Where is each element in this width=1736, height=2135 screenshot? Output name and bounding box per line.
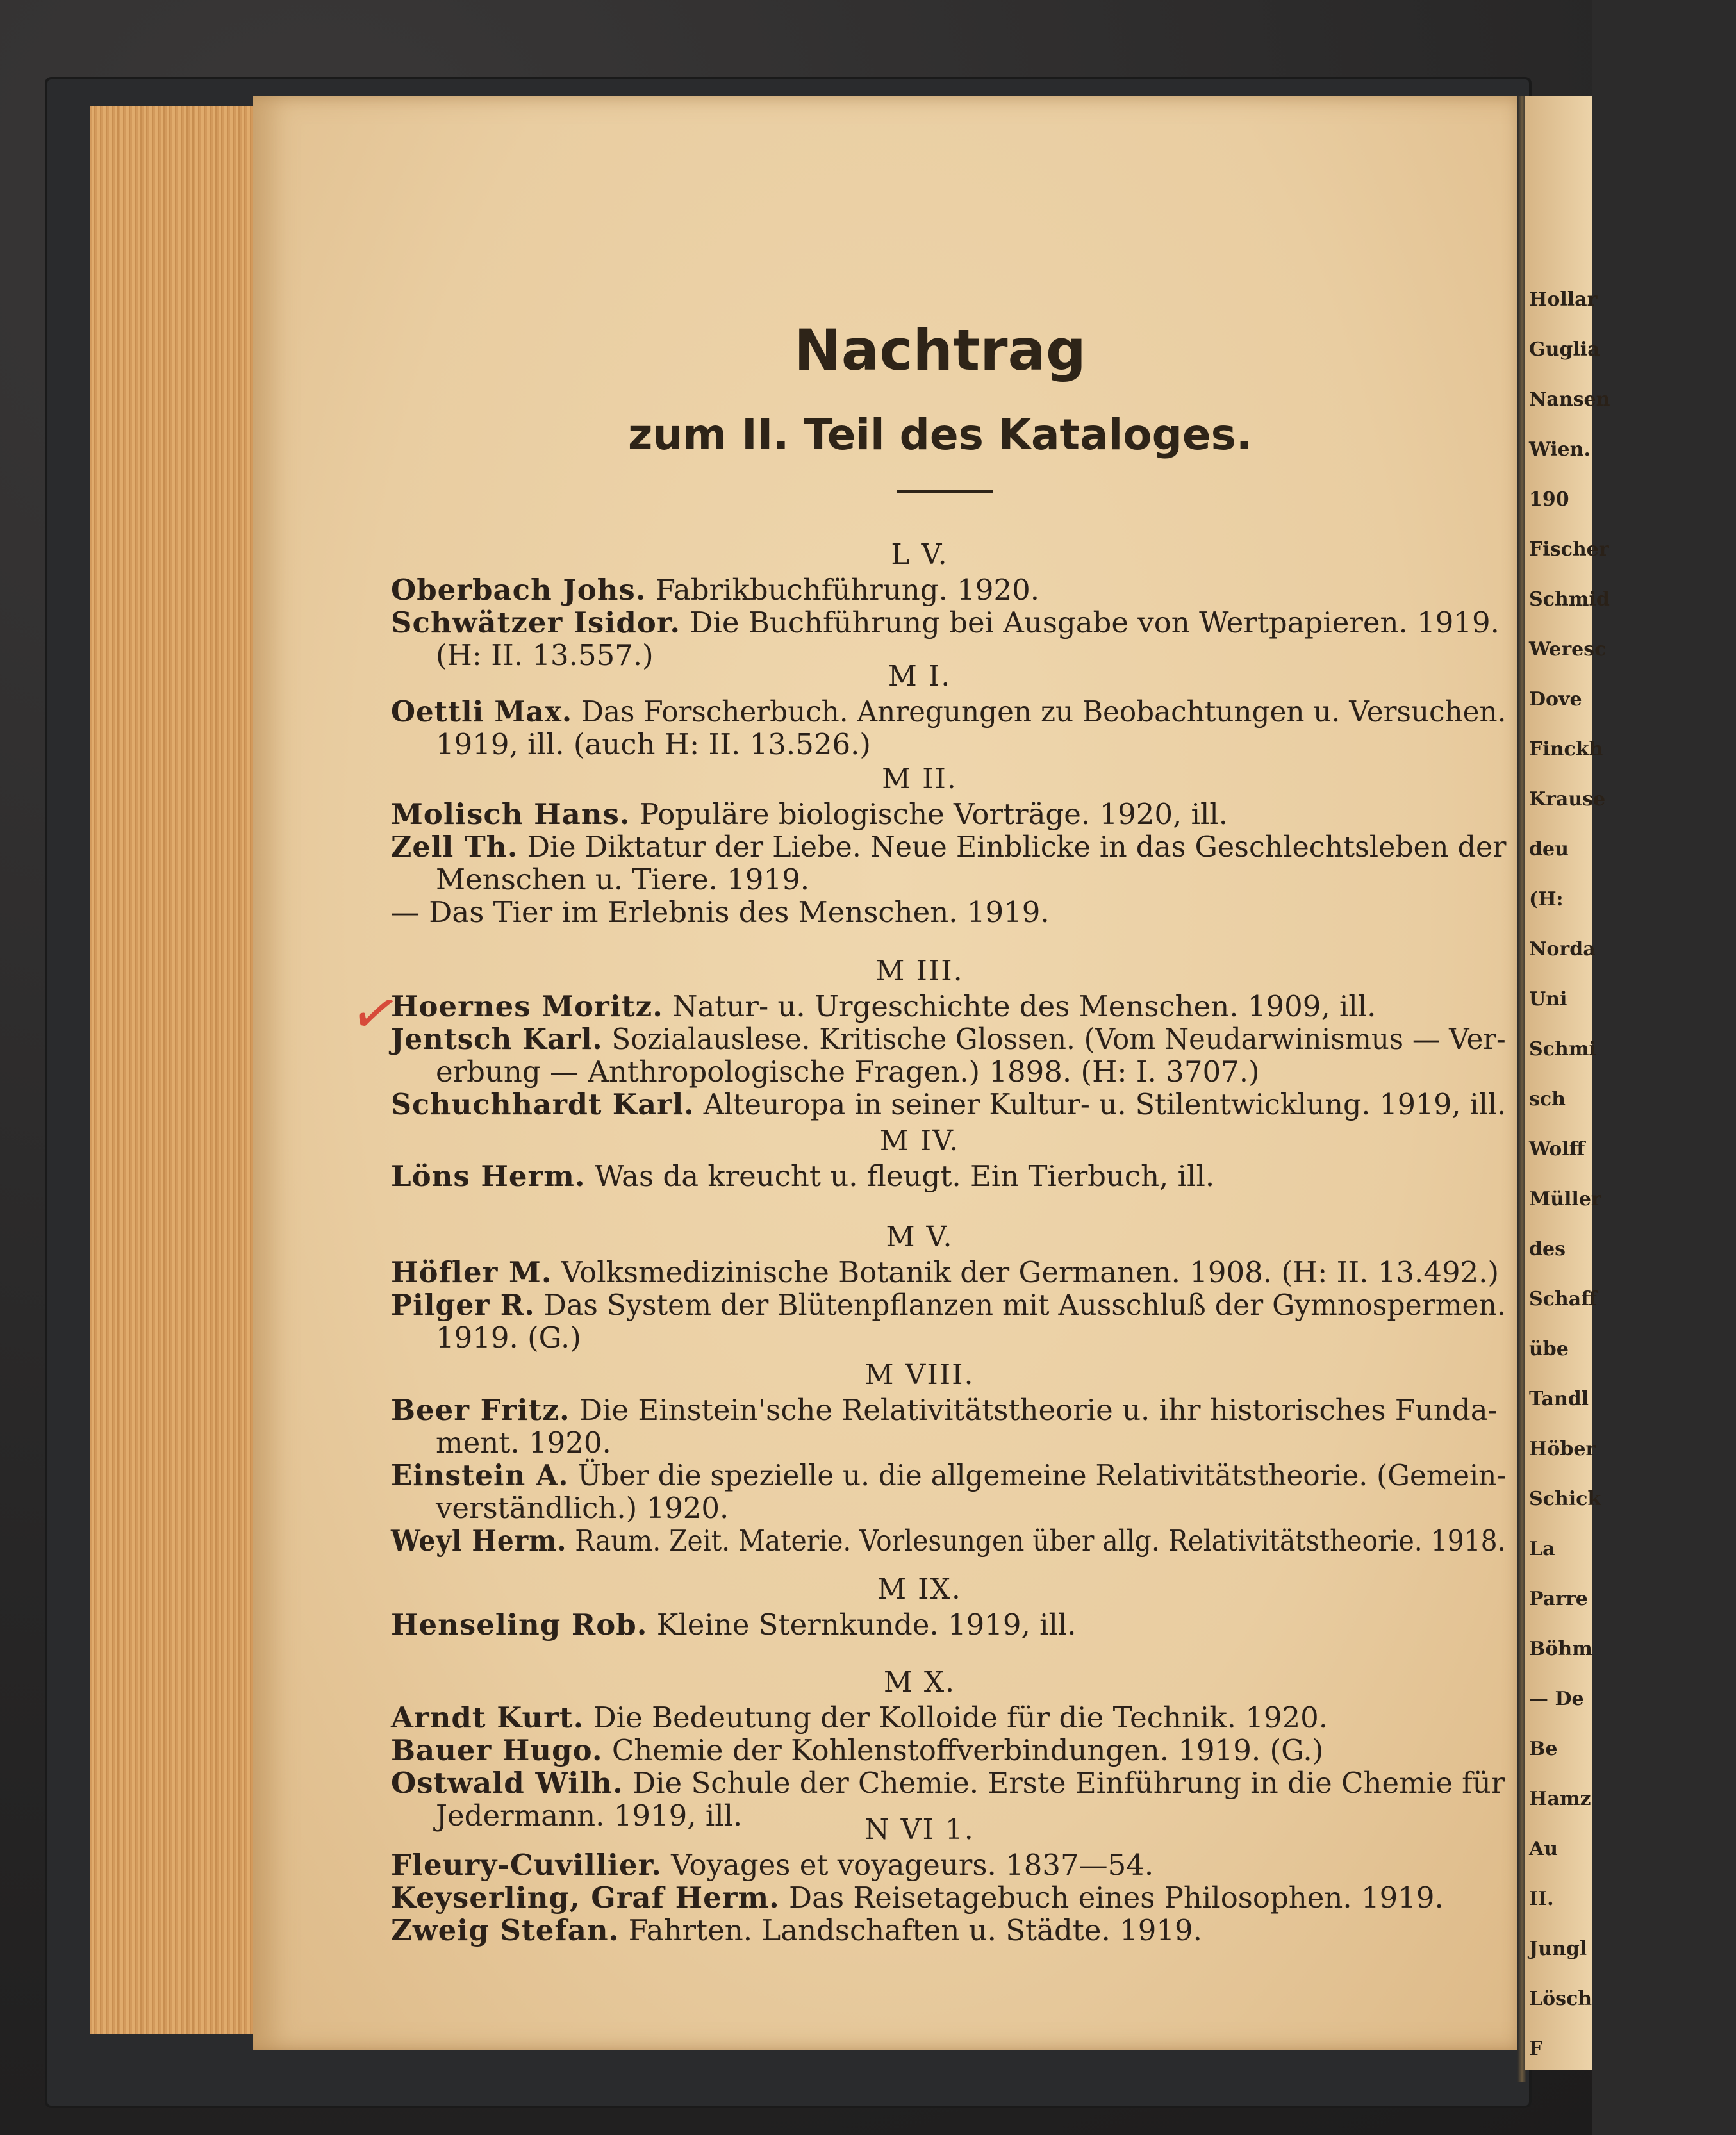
entry-text: Das Forscherbuch. Anregungen zu Beobachtungen u. Versuchen. <box>572 695 1507 729</box>
next-page-fragment: des <box>1529 1238 1566 1260</box>
entry-text: — Das Tier im Erlebnis des Menschen. 1919. <box>391 895 1050 929</box>
catalog-entry-line <box>436 1426 611 1460</box>
catalog-entry-line <box>436 1491 729 1525</box>
next-page-fragment: Müller <box>1529 1188 1601 1210</box>
next-page-fragment: F <box>1529 2038 1543 2060</box>
entry-author: Zell Th. <box>391 830 518 864</box>
catalog-entry-line <box>436 1321 581 1355</box>
entry-text: Volksmedizinische Botanik der Germanen. 1908. (H: II. 13.492.) <box>552 1255 1500 1289</box>
catalog-entry-line <box>391 573 1040 607</box>
next-page-fragment: Parre <box>1529 1588 1588 1610</box>
next-page-fragment: Nansen <box>1529 388 1610 411</box>
next-page-fragment: Tandl <box>1529 1388 1589 1410</box>
entry-text: Über die spezielle u. die allgemeine Relativitätstheorie. (Gemein- <box>568 1458 1506 1492</box>
entry-author: Zweig Stefan. <box>391 1913 620 1947</box>
catalog-entry-line <box>436 862 810 896</box>
page-title: Nachtrag <box>794 317 1086 383</box>
next-page-fragment: Lösch <box>1529 1988 1592 2010</box>
next-page-fragment: Dove <box>1529 688 1582 711</box>
entry-text: Das System der Blütenpflanzen mit Ausschluß der Gymnospermen. <box>534 1288 1506 1322</box>
catalog-entry-line <box>391 1022 1506 1056</box>
catalog-entry-line <box>391 1608 1077 1642</box>
entry-author: Keyserling, Graf Herm. <box>391 1881 780 1915</box>
catalog-entry-line <box>391 1733 1324 1767</box>
entry-text: (H: II. 13.557.) <box>436 638 654 672</box>
entry-text: Die Einstein'sche Relativitätstheorie u. ihr historisches Funda- <box>570 1393 1498 1427</box>
entry-text: ment. 1920. <box>436 1426 611 1460</box>
entry-author: Molisch Hans. <box>391 797 631 831</box>
catalog-entry-line <box>391 608 1500 637</box>
entry-text: Die Buchführung bei Ausgabe von Wertpapieren. 1919. <box>681 606 1500 639</box>
entry-text: verständlich.) 1920. <box>436 1491 729 1525</box>
entry-author: Henseling Rob. <box>391 1608 648 1642</box>
entry-text: Menschen u. Tiere. 1919. <box>436 862 810 896</box>
next-page-fragment: Schaff <box>1529 1288 1597 1310</box>
next-page-fragment: Be <box>1529 1738 1558 1760</box>
entry-text: Alteuropa in seiner Kultur- u. Stilentwicklung. 1919, ill. <box>694 1087 1507 1121</box>
catalog-entry-line <box>391 1393 1498 1427</box>
catalog-entry-line <box>391 1458 1506 1492</box>
entry-author: Einstein A. <box>391 1458 569 1492</box>
entry-author: Oberbach Johs. <box>391 573 647 607</box>
catalog-entry-line <box>436 1055 1260 1089</box>
entry-text: erbung — Anthropologische Fragen.) 1898. (H: I. 3707.) <box>436 1055 1260 1089</box>
section-heading: M V. <box>886 1221 954 1253</box>
entry-text: Raum. Zeit. Materie. Vorlesungen über allg. Relativitätstheorie. 1918. <box>566 1524 1506 1558</box>
catalog-entry-line <box>391 797 1228 831</box>
next-page-fragment: Höber <box>1529 1438 1596 1460</box>
entry-author: Arndt Kurt. <box>391 1701 584 1735</box>
section-heading: M IX. <box>877 1573 962 1606</box>
section-heading: N VI 1. <box>864 1813 975 1846</box>
entry-text: Chemie der Kohlenstoffverbindungen. 1919. (G.) <box>602 1733 1324 1767</box>
catalog-entry-line <box>391 830 1507 864</box>
entry-author: Löns Herm. <box>391 1159 586 1193</box>
next-page-fragment: Hamz <box>1529 1788 1591 1810</box>
section-heading: M III. <box>875 955 964 987</box>
catalog-entry-line <box>391 1881 1444 1915</box>
entry-author: Schuchhardt Karl. <box>391 1087 695 1121</box>
catalog-entry-line <box>391 989 1376 1023</box>
catalog-entry-line <box>436 727 871 761</box>
entry-text: Populäre biologische Vorträge. 1920, ill. <box>630 797 1228 831</box>
next-page-fragment: Schmid <box>1529 588 1610 611</box>
entry-author: Weyl Herm. <box>391 1524 567 1558</box>
next-page-fragment: Schick <box>1529 1488 1601 1510</box>
entry-text: Sozialauslese. Kritische Glossen. (Vom Neudarwinismus — Ver- <box>602 1022 1506 1056</box>
section-heading: M VIII. <box>864 1358 975 1391</box>
entry-author: Fleury-Cuvillier. <box>391 1848 662 1882</box>
entry-text: Natur- u. Urgeschichte des Menschen. 1909, ill. <box>663 989 1376 1023</box>
title-divider <box>897 490 993 493</box>
entry-text: 1919, ill. (auch H: II. 13.526.) <box>436 727 871 761</box>
entry-text: Voyages et voyageurs. 1837—54. <box>661 1848 1154 1882</box>
entry-author: Hoernes Moritz. <box>391 989 663 1023</box>
next-page-fragment: II. <box>1529 1888 1554 1910</box>
entry-text: Fabrikbuchführung. 1920. <box>646 573 1040 607</box>
entry-text: Kleine Sternkunde. 1919, ill. <box>647 1608 1077 1642</box>
entry-text: 1919. (G.) <box>436 1321 581 1355</box>
next-page-fragment: 190 <box>1529 488 1569 511</box>
next-page-fragment: — De <box>1529 1688 1584 1710</box>
catalog-entry-line <box>391 1766 1505 1800</box>
section-heading: M I. <box>888 660 952 693</box>
entry-text: Die Diktatur der Liebe. Neue Einblicke in das Geschlechtsleben der <box>518 830 1507 864</box>
entry-author: Höfler M. <box>391 1255 552 1289</box>
catalog-entry-line <box>391 1288 1506 1322</box>
next-page-fragment: übe <box>1529 1338 1569 1360</box>
entry-author: Oettli Max. <box>391 695 573 729</box>
catalog-entry-line <box>436 638 654 672</box>
next-page-fragment: Fischer <box>1529 538 1609 561</box>
catalog-entry-line <box>436 1799 743 1833</box>
section-heading: M IV. <box>879 1125 960 1157</box>
next-page-fragment: Krause <box>1529 788 1606 811</box>
entry-text: Die Schule der Chemie. Erste Einführung in die Chemie für <box>623 1766 1505 1800</box>
next-page-fragment: Guglia <box>1529 338 1600 361</box>
section-heading: L V. <box>891 538 948 571</box>
next-page-fragment: (H: <box>1529 888 1564 911</box>
entry-text: Was da kreucht u. fleugt. Ein Tierbuch, ill. <box>585 1159 1215 1193</box>
entry-author: Bauer Hugo. <box>391 1733 603 1767</box>
entry-text: Das Reisetagebuch eines Philosophen. 1919. <box>779 1881 1444 1915</box>
page-subtitle: zum II. Teil des Kataloges. <box>628 410 1252 459</box>
next-page-fragment: La <box>1529 1538 1555 1560</box>
next-page-fragment: deu <box>1529 838 1569 861</box>
catalog-entry-line <box>391 1701 1328 1735</box>
entry-author: Ostwald Wilh. <box>391 1766 624 1800</box>
next-page-fragment: Böhm <box>1529 1638 1592 1660</box>
next-page-fragment: Au <box>1529 1838 1558 1860</box>
next-page-fragment: Weresc <box>1529 638 1607 661</box>
next-page-fragment: Hollar <box>1529 288 1598 311</box>
next-page-fragment: Norda <box>1529 938 1596 960</box>
catalog-entry-line <box>391 1255 1500 1289</box>
catalog-entry-line <box>391 1524 1506 1558</box>
next-page-fragment: Wolff <box>1529 1138 1585 1160</box>
entry-author: Schwätzer Isidor. <box>391 606 681 639</box>
next-page-fragment: Finckh <box>1529 738 1603 761</box>
entry-author: Jentsch Karl. <box>391 1022 603 1056</box>
red-checkmark-icon: ✓ <box>344 976 406 1052</box>
catalog-entry-line <box>391 1087 1507 1121</box>
next-page-fragment: Uni <box>1529 988 1567 1010</box>
entry-text: Fahrten. Landschaften u. Städte. 1919. <box>619 1913 1202 1947</box>
next-page-fragment: Wien. <box>1529 438 1591 461</box>
next-page-fragment: sch <box>1529 1088 1566 1110</box>
catalog-entry-line <box>391 1159 1215 1193</box>
section-heading: M II. <box>882 763 957 795</box>
entry-author: Pilger R. <box>391 1288 535 1322</box>
entry-text: Die Bedeutung der Kolloide für die Technik. 1920. <box>584 1701 1328 1735</box>
next-page-fragment: Schmi <box>1529 1038 1596 1060</box>
catalog-entry-line <box>391 1848 1154 1882</box>
catalog-entry-line <box>391 695 1507 729</box>
next-page-fragment: Jungl <box>1529 1938 1587 1960</box>
entry-author: Beer Fritz. <box>391 1393 570 1427</box>
catalog-entry-line <box>391 895 1050 929</box>
section-heading: M X. <box>883 1666 956 1699</box>
catalog-entry-line <box>391 1913 1202 1947</box>
entry-text: Jedermann. 1919, ill. <box>436 1799 743 1833</box>
